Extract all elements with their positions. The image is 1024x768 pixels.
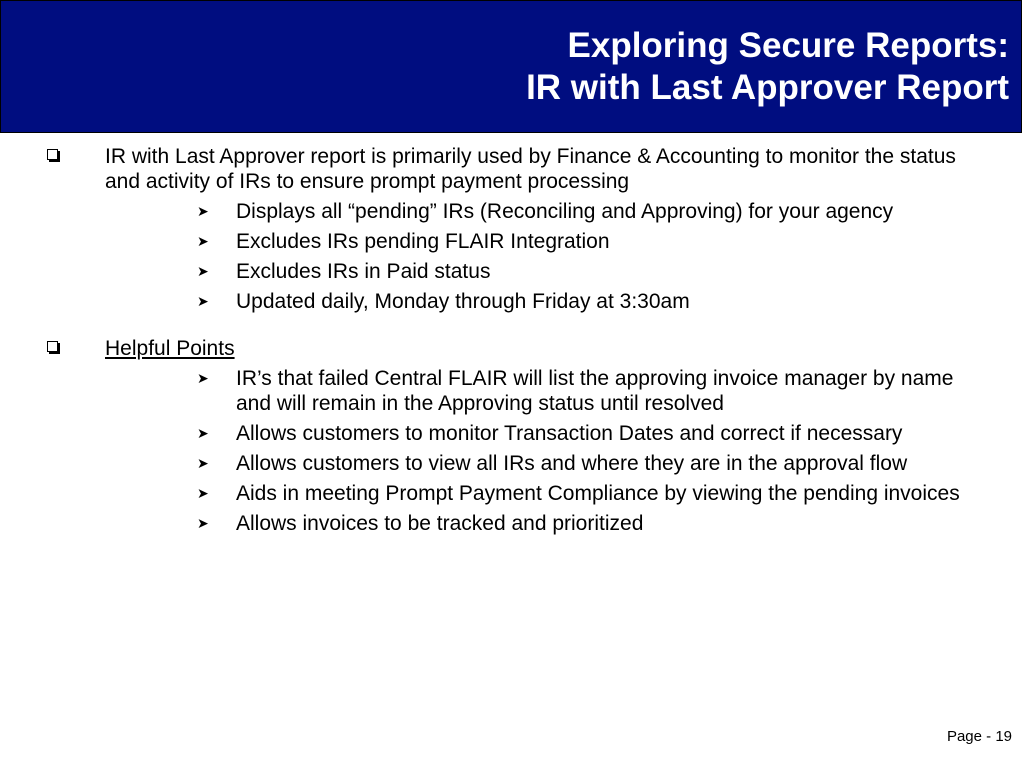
list-item xyxy=(0,229,1024,254)
checkbox-bullet-icon xyxy=(47,149,58,160)
list-item-text: Allows invoices to be tracked and prioritized xyxy=(236,512,644,535)
arrow-bullet-icon: ➤ xyxy=(197,293,209,309)
arrow-bullet-icon: ➤ xyxy=(197,425,209,441)
section-heading xyxy=(0,144,1024,194)
list-item xyxy=(0,481,1024,506)
arrow-bullet-icon: ➤ xyxy=(197,455,209,471)
list-item-text: Excludes IRs pending FLAIR Integration xyxy=(236,230,610,253)
slide-title xyxy=(526,25,1009,109)
section-heading-text: IR with Last Approver report is primarily used by Finance & Accounting to monitor the status and activity of IRs to ensure prompt payment processing xyxy=(105,145,956,193)
list-item xyxy=(0,451,1024,476)
bullet-list xyxy=(0,199,1024,314)
list-item xyxy=(0,366,1024,416)
slide-title-line-1: Exploring Secure Reports: xyxy=(567,26,1009,65)
arrow-bullet-icon: ➤ xyxy=(197,485,209,501)
list-item-text: Allows customers to monitor Transaction Dates and correct if necessary xyxy=(236,422,903,445)
list-item xyxy=(0,259,1024,284)
list-item xyxy=(0,421,1024,446)
slide-content xyxy=(0,144,1024,558)
list-item xyxy=(0,511,1024,536)
arrow-bullet-icon: ➤ xyxy=(197,515,209,531)
arrow-bullet-icon: ➤ xyxy=(197,370,209,386)
page-number: Page - 19 xyxy=(946,728,1012,745)
section-report-usage xyxy=(0,144,1024,314)
list-item-text: Displays all “pending” IRs (Reconciling and Approving) for your agency xyxy=(236,200,894,223)
list-item-text: Excludes IRs in Paid status xyxy=(236,260,491,283)
section-heading-text: Helpful Points xyxy=(105,337,235,360)
list-item-text: IR’s that failed Central FLAIR will list the approving invoice manager by name and will remain in the Approving status until resolved xyxy=(236,367,954,415)
list-item xyxy=(0,199,1024,224)
list-item xyxy=(0,289,1024,314)
bullet-list xyxy=(0,366,1024,536)
list-item-text: Aids in meeting Prompt Payment Compliance by viewing the pending invoices xyxy=(236,482,960,505)
title-banner xyxy=(0,0,1022,133)
list-item-text: Updated daily, Monday through Friday at 3:30am xyxy=(236,290,690,313)
slide-title-line-2: IR with Last Approver Report xyxy=(526,68,1009,107)
section-heading xyxy=(0,336,1024,361)
arrow-bullet-icon: ➤ xyxy=(197,233,209,249)
arrow-bullet-icon: ➤ xyxy=(197,263,209,279)
list-item-text: Allows customers to view all IRs and where they are in the approval flow xyxy=(236,452,908,475)
section-helpful-points xyxy=(0,336,1024,536)
checkbox-bullet-icon xyxy=(47,341,58,352)
arrow-bullet-icon: ➤ xyxy=(197,203,209,219)
